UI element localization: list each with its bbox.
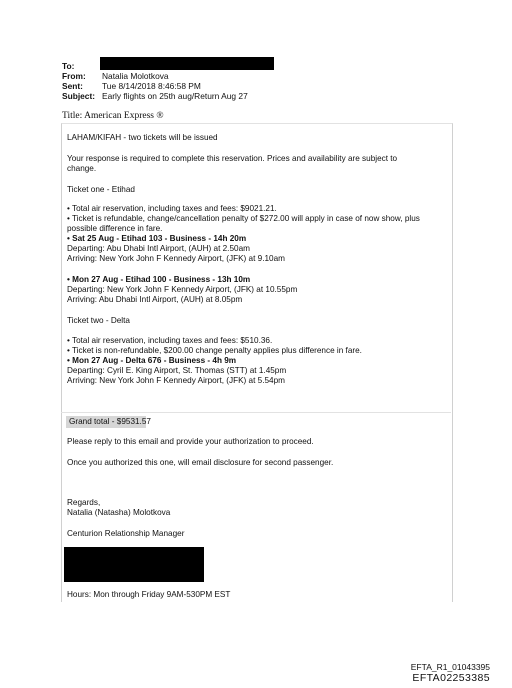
sent-value: Tue 8/14/2018 8:46:58 PM [102, 81, 201, 91]
signature-name: Natalia (Natasha) Molotkova [67, 508, 171, 517]
signature-title: Centurion Relationship Manager [67, 529, 185, 538]
notice-line-2: change. [67, 164, 97, 173]
subject-label: Subject: [62, 91, 96, 101]
hours-line: Hours: Mon through Friday 9AM-530PM EST [67, 590, 231, 599]
to-row [62, 61, 102, 71]
intro-line: LAHAM/KIFAH - two tickets will be issued [67, 133, 218, 142]
ticket-one-refund-1: • Ticket is refundable, change/cancellation penalty of $272.00 will apply in case of now show, plus [67, 214, 420, 223]
ticket-two-leg-depart: Departing: Cyril E. King Airport, St. Thomas (STT) at 1.45pm [67, 366, 287, 375]
document-title: Title: American Express ® [62, 111, 164, 121]
disclosure-line: Once you authorized this one, will email disclosure for second passenger. [67, 458, 334, 467]
ticket-one-leg2-arrive: Arriving: Abu Dhabi Intl Airport, (AUH) at 8.05pm [67, 295, 243, 304]
ticket-one-leg2-title: • Mon 27 Aug - Etihad 100 - Business - 13h 10m [67, 275, 251, 284]
ticket-two-leg-title: • Mon 27 Aug - Delta 676 - Business - 4h 9m [67, 356, 237, 365]
ticket-one-leg1-depart: Departing: Abu Dhabi Intl Airport, (AUH) at 2.50am [67, 244, 250, 253]
from-value: Natalia Molotkova [102, 71, 169, 81]
ticket-one-leg1-title: • Sat 25 Aug - Etihad 103 - Business - 14h 20m [67, 234, 247, 243]
from-row [62, 71, 169, 81]
ticket-one-leg2-depart: Departing: New York John F Kennedy Airport, (JFK) at 10.55pm [67, 285, 298, 294]
subject-row [62, 91, 248, 101]
to-label: To: [62, 61, 75, 71]
redacted-contact-block [64, 547, 204, 582]
ticket-two-total: • Total air reservation, including taxes and fees: $510.36. [67, 336, 273, 345]
ticket-two-heading: Ticket two - Delta [67, 316, 130, 325]
ticket-one-leg1-arrive: Arriving: New York John F Kennedy Airport, (JFK) at 9.10am [67, 254, 285, 263]
subject-value: Early flights on 25th aug/Return Aug 27 [102, 91, 248, 101]
ticket-two-leg-arrive: Arriving: New York John F Kennedy Airport, (JFK) at 5.54pm [67, 376, 285, 385]
from-label: From: [62, 71, 86, 81]
sent-label: Sent: [62, 81, 83, 91]
ticket-two-refund: • Ticket is non-refundable, $200.00 change penalty applies plus difference in fare. [67, 346, 362, 355]
ticket-one-refund-2: possible difference in fare. [67, 224, 163, 233]
regards-line: Regards, [67, 498, 101, 507]
sent-row [62, 81, 201, 91]
grand-total: Grand total - $9531.57 [69, 417, 151, 426]
redacted-recipient [100, 57, 274, 70]
footer-ref-1: EFTA_R1_01043395 [410, 662, 490, 672]
footer-ref-2: EFTA02253385 [412, 672, 490, 684]
notice-line-1: Your response is required to complete this reservation. Prices and availability are subject to [67, 154, 398, 163]
reply-line: Please reply to this email and provide your authorization to proceed. [67, 437, 314, 446]
frame-divider [61, 412, 451, 413]
ticket-one-total: • Total air reservation, including taxes and fees: $9021.21. [67, 204, 277, 213]
ticket-one-heading: Ticket one - Etihad [67, 185, 135, 194]
